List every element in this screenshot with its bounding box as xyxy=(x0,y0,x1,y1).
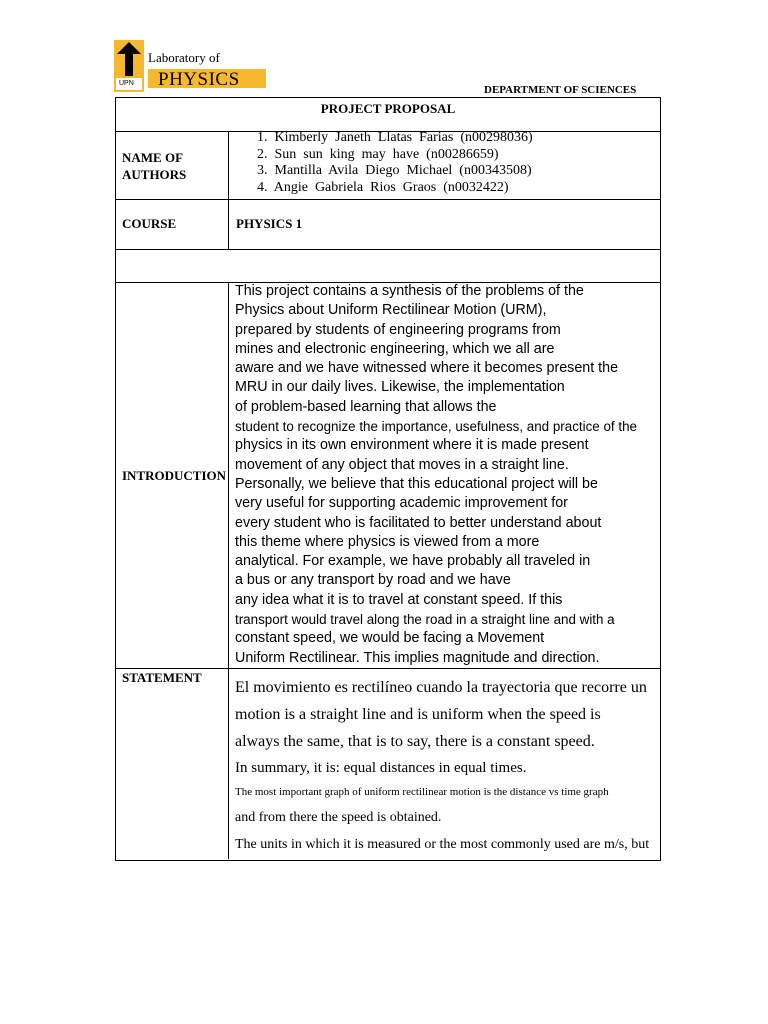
text-line: analytical. For example, we have probably all traveled in xyxy=(235,553,591,570)
column-divider xyxy=(228,131,229,249)
column-divider xyxy=(228,282,229,859)
text-line: of problem-based learning that allows the xyxy=(235,398,497,415)
text-line: Uniform Rectilinear. This implies magnitude and direction. xyxy=(235,649,600,666)
form-title: PROJECT PROPOSAL xyxy=(320,101,456,116)
lab-logo xyxy=(114,40,266,92)
text-line: motion is a straight line and is uniform when the speed is xyxy=(235,706,601,723)
course-label: COURSE xyxy=(122,216,177,231)
text-line: MRU in our daily lives. Likewise, the implementation xyxy=(235,379,565,396)
authors-label-line2: AUTHORS xyxy=(122,167,187,182)
text-line: student to recognize the importance, usefulness, and practice of the xyxy=(235,419,637,435)
text-line: El movimiento es rectilíneo cuando la trayectoria que recorre un xyxy=(235,679,647,696)
text-line: The units in which it is measured or the most commonly used are m/s, but xyxy=(235,837,650,852)
introduction-label: INTRODUCTION xyxy=(122,468,227,483)
text-line: and from there the speed is obtained. xyxy=(235,810,442,825)
logo-bottom-text: PHYSICS xyxy=(158,69,240,90)
row-divider xyxy=(116,668,660,669)
logo-badge: UPN xyxy=(119,80,134,87)
text-line: In summary, it is: equal distances in equal times. xyxy=(235,760,527,776)
text-line: physics in its own environment where it is made present xyxy=(235,437,589,454)
text-line: always the same, that is to say, there is a constant speed. xyxy=(235,733,595,750)
text-line: prepared by students of engineering programs from xyxy=(235,321,561,338)
text-line: mines and electronic engineering, which we all are xyxy=(235,340,555,357)
statement-text xyxy=(235,674,649,857)
text-line: any idea what it is to travel at constant speed. If this xyxy=(235,591,563,608)
department-label: DEPARTMENT OF SCIENCES xyxy=(484,84,637,96)
authors-label-line1: NAME OF xyxy=(122,150,184,165)
statement-label: STATEMENT xyxy=(122,670,202,685)
text-line: a bus or any transport by road and we have xyxy=(235,572,511,589)
list-item: 3. Mantilla Avila Diego Michael (n00343508) xyxy=(257,163,532,178)
text-line: transport would travel along the road in a straight line and with a xyxy=(235,612,615,628)
list-item: 1. Kimberly Janeth Llatas Farias (n00298036) xyxy=(257,130,533,145)
text-line: this theme where physics is viewed from a more xyxy=(235,533,540,550)
introduction-text xyxy=(235,282,637,668)
text-line: Personally, we believe that this educational project will be xyxy=(235,475,598,492)
course-value: PHYSICS 1 xyxy=(236,216,303,231)
list-item: 2. Sun sun king may have (n00286659) xyxy=(257,146,499,162)
text-line: aware and we have witnessed where it becomes present the xyxy=(235,360,619,377)
text-line: every student who is facilitated to better understand about xyxy=(235,514,602,531)
text-line: constant speed, we would be facing a Movement xyxy=(235,630,545,647)
authors-label xyxy=(122,149,186,183)
text-line: Physics about Uniform Rectilinear Motion (URM), xyxy=(235,302,547,319)
text-line: very useful for supporting academic improvement for xyxy=(235,495,568,512)
row-divider xyxy=(116,199,660,200)
list-item: 4. Angie Gabriela Rios Graos (n0032422) xyxy=(257,179,509,195)
row-divider xyxy=(116,249,660,250)
text-line: This project contains a synthesis of the problems of the xyxy=(235,283,584,299)
authors-list xyxy=(257,130,533,196)
text-line: movement of any object that moves in a straight line. xyxy=(235,456,569,473)
logo-top-text: Laboratory of xyxy=(148,50,220,65)
text-line: The most important graph of uniform rectilinear motion is the distance vs time graph xyxy=(235,786,609,798)
